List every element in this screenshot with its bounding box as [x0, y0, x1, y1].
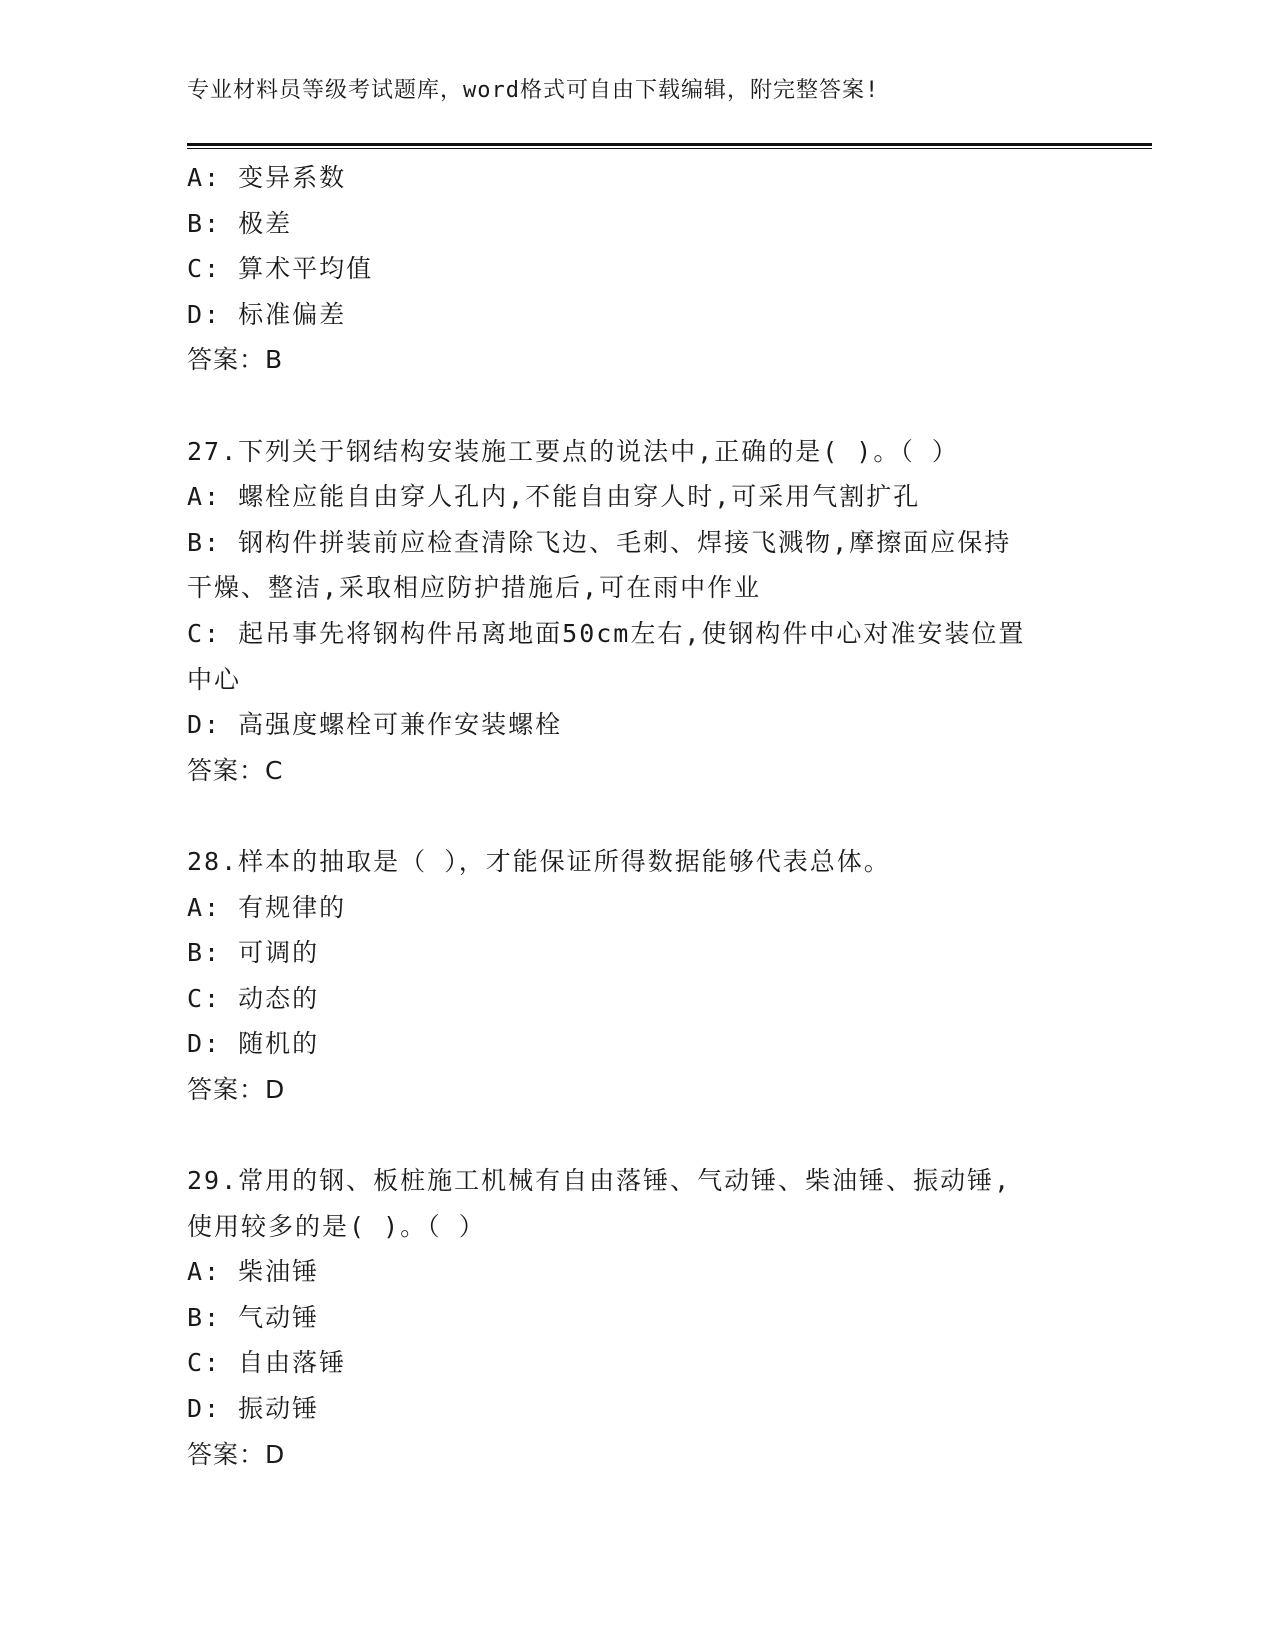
spacer [187, 793, 1087, 839]
option-c: C: 算术平均值 [187, 254, 374, 284]
header-divider [187, 143, 1152, 149]
option-d: D: 高强度螺栓可兼作安装螺栓 [187, 710, 563, 740]
option-d: D: 振动锤 [187, 1394, 320, 1424]
option-d: D: 随机的 [187, 1029, 320, 1059]
answer: 答案：D [187, 1074, 286, 1104]
answer: 答案：B [187, 345, 284, 375]
question-28 [187, 839, 1087, 1113]
question-stem-line-1: 29.常用的钢、板桩施工机械有自由落锤、气动锤、柴油锤、振动锤, [187, 1166, 1012, 1196]
answer: 答案：D [187, 1439, 286, 1469]
option-b: B: 气动锤 [187, 1302, 320, 1332]
option-a: A: 变异系数 [187, 163, 347, 192]
option-c: C: 自由落锤 [187, 1348, 347, 1378]
answer: 答案：C [187, 755, 284, 785]
option-d: D: 标准偏差 [187, 299, 347, 329]
option-c-line-1: C: 起吊事先将钢构件吊离地面50cm左右,使钢构件中心对准安装位置 [187, 618, 1026, 648]
question-stem-line-2: 使用较多的是( )。（ ） [187, 1211, 486, 1241]
question-27 [187, 429, 1087, 794]
question-26-options [187, 155, 1087, 383]
question-stem: 27.下列关于钢结构安装施工要点的说法中,正确的是( )。（ ） [187, 436, 959, 466]
option-b: B: 极差 [187, 208, 293, 238]
spacer [187, 383, 1087, 429]
option-c: C: 动态的 [187, 983, 320, 1013]
option-c-line-2: 中心 [187, 664, 242, 694]
option-a: A: 柴油锤 [187, 1257, 320, 1287]
option-b-line-2: 干燥、整洁,采取相应防护措施后,可在雨中作业 [187, 573, 762, 603]
option-b-line-1: B: 钢构件拼装前应检查清除飞边、毛刺、焊接飞溅物,摩擦面应保持 [187, 527, 1012, 557]
option-a: A: 螺栓应能自由穿人孔内,不能自由穿人时,可采用气割扩孔 [187, 482, 921, 512]
option-b: B: 可调的 [187, 938, 320, 968]
question-list [187, 155, 1087, 1477]
option-a: A: 有规律的 [187, 892, 347, 922]
question-29 [187, 1158, 1087, 1477]
spacer [187, 1112, 1087, 1158]
page-header: 专业材料员等级考试题库，word格式可自由下载编辑，附完整答案! [187, 78, 880, 103]
question-stem: 28.样本的抽取是（ ），才能保证所得数据能够代表总体。 [187, 846, 891, 876]
